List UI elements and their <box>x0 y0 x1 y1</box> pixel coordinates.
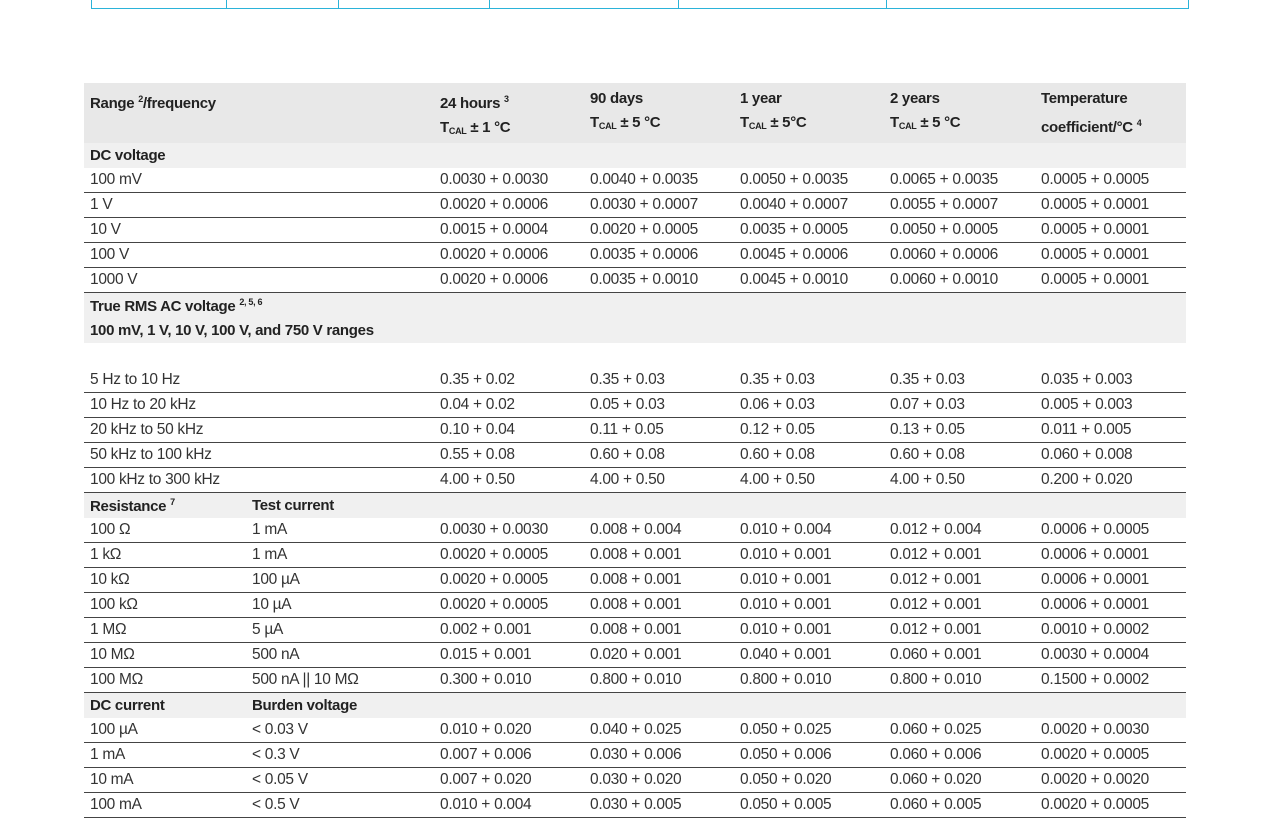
range-cell: 100 kΩ <box>84 593 246 618</box>
range-cell: 10 mA <box>84 768 246 793</box>
value-cell: 0.0040 + 0.0035 <box>584 168 734 193</box>
value-cell: 0.0020 + 0.0030 <box>1035 718 1186 743</box>
value-cell: 0.011 + 0.005 <box>1035 418 1186 443</box>
value-cell: 0.55 + 0.08 <box>434 443 584 468</box>
value-cell: 0.008 + 0.001 <box>584 568 734 593</box>
section-title-row <box>84 293 1186 319</box>
value-cell: 0.0020 + 0.0005 <box>434 568 584 593</box>
range-cell: 100 kHz to 300 kHz <box>84 468 434 493</box>
spacer-row <box>84 343 1186 368</box>
table-row <box>84 743 1186 768</box>
value-cell: 0.010 + 0.004 <box>734 518 884 543</box>
value-cell: 0.0005 + 0.0001 <box>1035 193 1186 218</box>
value-cell: 0.060 + 0.025 <box>884 718 1035 743</box>
table-row <box>84 443 1186 468</box>
value-cell: 0.0020 + 0.0005 <box>1035 743 1186 768</box>
table-row <box>84 593 1186 618</box>
value-cell: 0.015 + 0.001 <box>434 643 584 668</box>
value-cell: 4.00 + 0.50 <box>584 468 734 493</box>
section-title-row <box>84 693 1186 719</box>
range-cell: 10 Hz to 20 kHz <box>84 393 434 418</box>
value-cell: 0.0030 + 0.0004 <box>1035 643 1186 668</box>
value-cell: 0.012 + 0.001 <box>884 593 1035 618</box>
value-cell: 0.012 + 0.001 <box>884 618 1035 643</box>
value-cell: 0.060 + 0.008 <box>1035 443 1186 468</box>
header-temperature-coefficient: Temperature coefficient/°C $^4$ <box>1035 83 1186 143</box>
value-cell: 0.60 + 0.08 <box>734 443 884 468</box>
range-cell: 10 MΩ <box>84 643 246 668</box>
table-row <box>84 518 1186 543</box>
value-cell: 0.0020 + 0.0006 <box>434 193 584 218</box>
value-cell: 0.007 + 0.020 <box>434 768 584 793</box>
section-title: DC current <box>84 693 246 719</box>
value-cell: 0.0065 + 0.0035 <box>884 168 1035 193</box>
value-cell: 0.0005 + 0.0001 <box>1035 218 1186 243</box>
section-title: DC voltage <box>84 143 1186 168</box>
value-cell: 0.0010 + 0.0002 <box>1035 618 1186 643</box>
value-cell: 0.050 + 0.006 <box>734 743 884 768</box>
condition-cell: 100 µA <box>246 568 434 593</box>
value-cell: 0.800 + 0.010 <box>734 668 884 693</box>
section-subheader: Test current <box>246 493 1186 519</box>
value-cell: 0.012 + 0.001 <box>884 568 1035 593</box>
range-cell: 100 Ω <box>84 518 246 543</box>
table-row <box>84 793 1186 818</box>
condition-cell: 5 µA <box>246 618 434 643</box>
range-cell: 20 kHz to 50 kHz <box>84 418 434 443</box>
value-cell: 0.008 + 0.001 <box>584 618 734 643</box>
previous-table-fragment <box>91 0 1189 9</box>
range-cell: 5 Hz to 10 Hz <box>84 368 434 393</box>
header-range: Range $^2$/frequency <box>84 83 434 143</box>
table-divider <box>678 0 679 8</box>
value-cell: 0.035 + 0.003 <box>1035 368 1186 393</box>
table-header-row <box>84 83 1186 143</box>
value-cell: 0.008 + 0.001 <box>584 543 734 568</box>
value-cell: 0.060 + 0.020 <box>884 768 1035 793</box>
value-cell: 0.010 + 0.004 <box>434 793 584 818</box>
value-cell: 0.0035 + 0.0006 <box>584 243 734 268</box>
header-2-years: 2 years $T_{CAL} \pm 5$ °C <box>884 83 1035 143</box>
table-row <box>84 168 1186 193</box>
value-cell: 0.10 + 0.04 <box>434 418 584 443</box>
value-cell: 0.0006 + 0.0001 <box>1035 568 1186 593</box>
value-cell: 0.0050 + 0.0035 <box>734 168 884 193</box>
range-cell: 1 MΩ <box>84 618 246 643</box>
range-cell: 10 V <box>84 218 434 243</box>
value-cell: 0.008 + 0.004 <box>584 518 734 543</box>
value-cell: 0.050 + 0.025 <box>734 718 884 743</box>
condition-cell: 1 mA <box>246 543 434 568</box>
value-cell: 0.0035 + 0.0010 <box>584 268 734 293</box>
dc-voltage-section <box>84 143 1186 293</box>
range-cell: 10 kΩ <box>84 568 246 593</box>
value-cell: 0.060 + 0.005 <box>884 793 1035 818</box>
value-cell: 0.11 + 0.05 <box>584 418 734 443</box>
value-cell: 0.030 + 0.005 <box>584 793 734 818</box>
value-cell: 0.0005 + 0.0001 <box>1035 268 1186 293</box>
value-cell: 0.005 + 0.003 <box>1035 393 1186 418</box>
range-cell: 100 MΩ <box>84 668 246 693</box>
table-row <box>84 368 1186 393</box>
value-cell: 0.010 + 0.001 <box>734 618 884 643</box>
range-cell: 100 mV <box>84 168 434 193</box>
range-cell: 100 mA <box>84 793 246 818</box>
value-cell: 0.040 + 0.001 <box>734 643 884 668</box>
value-cell: 0.0045 + 0.0010 <box>734 268 884 293</box>
header-90-days: 90 days $T_{CAL} \pm 5$ °C <box>584 83 734 143</box>
range-cell: 100 µA <box>84 718 246 743</box>
value-cell: 0.60 + 0.08 <box>884 443 1035 468</box>
section-subtitle-row <box>84 318 1186 343</box>
value-cell: 0.0050 + 0.0005 <box>884 218 1035 243</box>
table-row <box>84 643 1186 668</box>
value-cell: 0.050 + 0.020 <box>734 768 884 793</box>
value-cell: 0.0030 + 0.0030 <box>434 168 584 193</box>
value-cell: 4.00 + 0.50 <box>734 468 884 493</box>
value-cell: 0.0045 + 0.0006 <box>734 243 884 268</box>
value-cell: 0.07 + 0.03 <box>884 393 1035 418</box>
range-cell: 1 V <box>84 193 434 218</box>
value-cell: 0.012 + 0.001 <box>884 543 1035 568</box>
value-cell: 0.800 + 0.010 <box>884 668 1035 693</box>
value-cell: 0.0020 + 0.0020 <box>1035 768 1186 793</box>
value-cell: 0.0055 + 0.0007 <box>884 193 1035 218</box>
value-cell: 0.010 + 0.001 <box>734 543 884 568</box>
value-cell: 0.04 + 0.02 <box>434 393 584 418</box>
value-cell: 0.0035 + 0.0005 <box>734 218 884 243</box>
value-cell: 0.040 + 0.025 <box>584 718 734 743</box>
value-cell: 0.35 + 0.03 <box>884 368 1035 393</box>
value-cell: 0.0060 + 0.0006 <box>884 243 1035 268</box>
condition-cell: < 0.3 V <box>246 743 434 768</box>
table-row <box>84 768 1186 793</box>
range-cell: 1 mA <box>84 743 246 768</box>
value-cell: 0.030 + 0.020 <box>584 768 734 793</box>
table-divider <box>338 0 339 8</box>
table-row <box>84 568 1186 593</box>
value-cell: 0.05 + 0.03 <box>584 393 734 418</box>
resistance-section <box>84 493 1186 693</box>
value-cell: 0.800 + 0.010 <box>584 668 734 693</box>
section-title-row <box>84 143 1186 168</box>
value-cell: 0.35 + 0.02 <box>434 368 584 393</box>
value-cell: 0.0030 + 0.0007 <box>584 193 734 218</box>
table-row <box>84 668 1186 693</box>
value-cell: 0.0006 + 0.0001 <box>1035 543 1186 568</box>
condition-cell: < 0.5 V <box>246 793 434 818</box>
section-title: Resistance $^7$ <box>84 493 246 519</box>
value-cell: 0.050 + 0.005 <box>734 793 884 818</box>
value-cell: 0.200 + 0.020 <box>1035 468 1186 493</box>
ac-voltage-section <box>84 293 1186 493</box>
value-cell: 0.0020 + 0.0005 <box>1035 793 1186 818</box>
table-row <box>84 193 1186 218</box>
table-row <box>84 268 1186 293</box>
table-row <box>84 418 1186 443</box>
condition-cell: < 0.05 V <box>246 768 434 793</box>
value-cell: 0.020 + 0.001 <box>584 643 734 668</box>
dc-current-section <box>84 693 1186 818</box>
value-cell: 0.002 + 0.001 <box>434 618 584 643</box>
table-row <box>84 468 1186 493</box>
value-cell: 0.35 + 0.03 <box>734 368 884 393</box>
value-cell: 0.13 + 0.05 <box>884 418 1035 443</box>
value-cell: 0.0006 + 0.0001 <box>1035 593 1186 618</box>
value-cell: 0.0005 + 0.0005 <box>1035 168 1186 193</box>
value-cell: 0.0020 + 0.0006 <box>434 243 584 268</box>
table-divider <box>886 0 887 8</box>
section-title: True RMS AC voltage $^{2, 5, 6}$ <box>84 293 1186 319</box>
condition-cell: 10 µA <box>246 593 434 618</box>
value-cell: 0.010 + 0.001 <box>734 568 884 593</box>
value-cell: 0.300 + 0.010 <box>434 668 584 693</box>
header-24-hours: 24 hours $^3$ $T_{CAL} \pm 1$ °C <box>434 83 584 143</box>
value-cell: 0.35 + 0.03 <box>584 368 734 393</box>
table-row <box>84 218 1186 243</box>
header-1-year: 1 year $T_{CAL} \pm 5^\circ C$ <box>734 83 884 143</box>
range-cell: 1 kΩ <box>84 543 246 568</box>
section-subtitle: 100 mV, 1 V, 10 V, 100 V, and 750 V ranges <box>84 318 1186 343</box>
value-cell: 0.008 + 0.001 <box>584 593 734 618</box>
value-cell: 0.0040 + 0.0007 <box>734 193 884 218</box>
condition-cell: 1 mA <box>246 518 434 543</box>
value-cell: 0.1500 + 0.0002 <box>1035 668 1186 693</box>
section-subheader: Burden voltage <box>246 693 1186 719</box>
value-cell: 4.00 + 0.50 <box>884 468 1035 493</box>
value-cell: 0.0020 + 0.0005 <box>434 543 584 568</box>
range-cell: 1000 V <box>84 268 434 293</box>
table-row <box>84 618 1186 643</box>
table-row <box>84 393 1186 418</box>
value-cell: 0.0006 + 0.0005 <box>1035 518 1186 543</box>
table-row <box>84 718 1186 743</box>
value-cell: 0.0060 + 0.0010 <box>884 268 1035 293</box>
value-cell: 0.010 + 0.020 <box>434 718 584 743</box>
condition-cell: 500 nA <box>246 643 434 668</box>
table-divider <box>489 0 490 8</box>
value-cell: 0.060 + 0.001 <box>884 643 1035 668</box>
value-cell: 0.007 + 0.006 <box>434 743 584 768</box>
table-divider <box>226 0 227 8</box>
section-title-row <box>84 493 1186 519</box>
condition-cell: < 0.03 V <box>246 718 434 743</box>
value-cell: 4.00 + 0.50 <box>434 468 584 493</box>
table-row <box>84 543 1186 568</box>
value-cell: 0.0020 + 0.0005 <box>584 218 734 243</box>
condition-cell: 500 nA || 10 MΩ <box>246 668 434 693</box>
value-cell: 0.0020 + 0.0006 <box>434 268 584 293</box>
value-cell: 0.06 + 0.03 <box>734 393 884 418</box>
value-cell: 0.60 + 0.08 <box>584 443 734 468</box>
range-cell: 50 kHz to 100 kHz <box>84 443 434 468</box>
value-cell: 0.12 + 0.05 <box>734 418 884 443</box>
value-cell: 0.0020 + 0.0005 <box>434 593 584 618</box>
value-cell: 0.0015 + 0.0004 <box>434 218 584 243</box>
value-cell: 0.030 + 0.006 <box>584 743 734 768</box>
value-cell: 0.0030 + 0.0030 <box>434 518 584 543</box>
value-cell: 0.0005 + 0.0001 <box>1035 243 1186 268</box>
value-cell: 0.010 + 0.001 <box>734 593 884 618</box>
range-cell: 100 V <box>84 243 434 268</box>
value-cell: 0.012 + 0.004 <box>884 518 1035 543</box>
value-cell: 0.060 + 0.006 <box>884 743 1035 768</box>
table-row <box>84 243 1186 268</box>
accuracy-spec-table <box>84 83 1186 818</box>
